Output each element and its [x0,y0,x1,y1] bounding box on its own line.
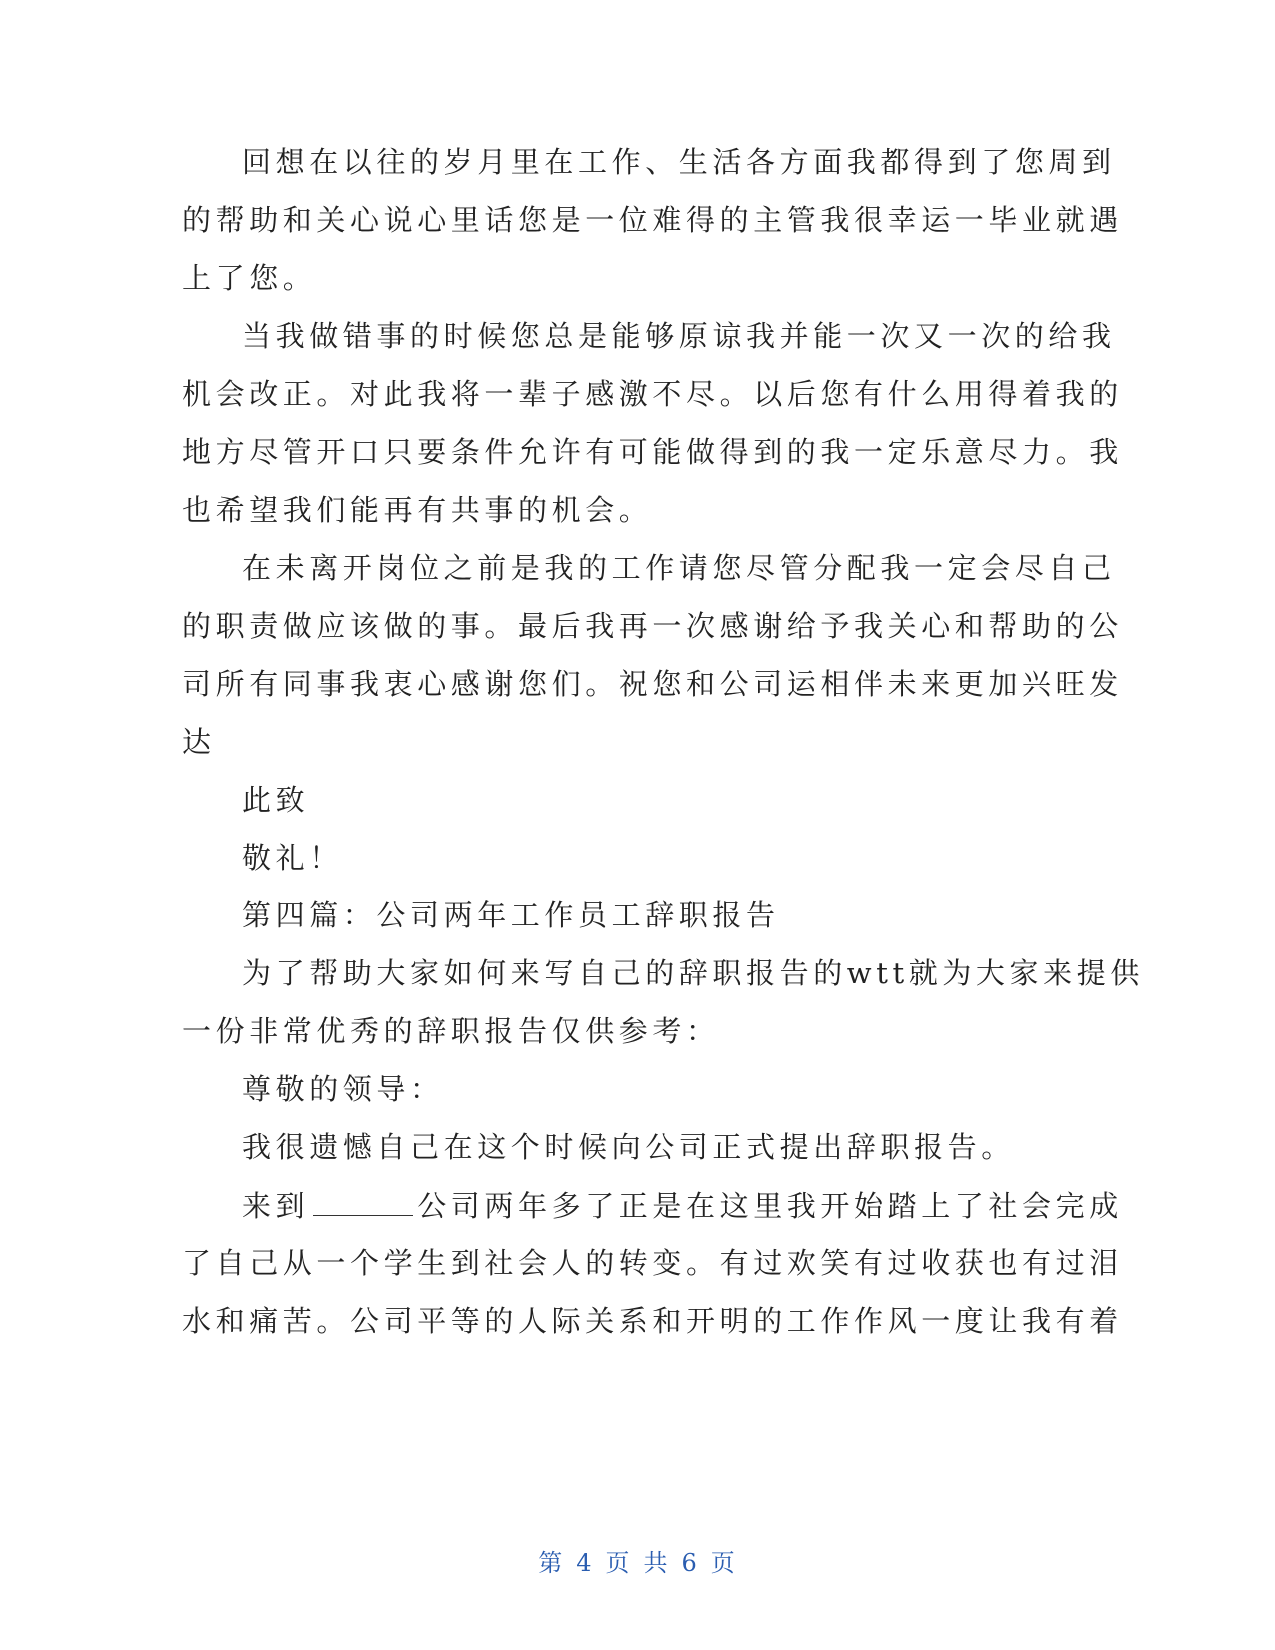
paragraph-line: 当我做错事的时候您总是能够原谅我并能一次又一次的给我 [242,319,1116,353]
section-title: 第四篇：公司两年工作员工辞职报告 [242,898,780,932]
paragraph-line: 为了帮助大家如何来写自己的辞职报告的wtt就为大家来提供 [242,956,1144,990]
closing-line: 此致 [242,783,310,817]
footer-page-number: 4 [576,1549,594,1577]
page-footer [0,1543,1275,1578]
paragraph-line: 回想在以往的岁月里在工作、生活各方面我都得到了您周到 [242,145,1116,179]
paragraph-line: 司所有同事我衷心感谢您们。祝您和公司运相伴未来更加兴旺发 [182,667,1123,701]
paragraph-line [242,1185,1123,1225]
paragraph-line: 水和痛苦。公司平等的人际关系和开明的工作作风一度让我有着 [182,1304,1123,1338]
paragraph-line: 我很遗憾自己在这个时候向公司正式提出辞职报告。 [242,1130,1015,1164]
paragraph-line: 也希望我们能再有共事的机会。 [182,493,653,527]
paragraph-line: 的职责做应该做的事。最后我再一次感谢给予我关心和帮助的公 [182,609,1123,643]
text-before-blank: 来到 [242,1189,310,1223]
footer-ye2: 页 [710,1549,737,1577]
paragraph-line: 的帮助和关心说心里话您是一位难得的主管我很幸运一毕业就遇 [182,203,1123,237]
fill-in-blank [313,1185,413,1216]
text-after-blank: 公司两年多了正是在这里我开始踏上了社会完成 [417,1189,1123,1223]
paragraph-line: 了自己从一个学生到社会人的转变。有过欢笑有过收获也有过泪 [182,1246,1123,1280]
paragraph-line: 地方尽管开口只要条件允许有可能做得到的我一定乐意尽力。我 [182,435,1123,469]
footer-di: 第 [538,1549,565,1577]
footer-total-pages: 6 [681,1549,699,1577]
salutation: 尊敬的领导： [242,1072,444,1106]
footer-ye: 页 [605,1549,632,1577]
paragraph-line: 在未离开岗位之前是我的工作请您尽管分配我一定会尽自己 [242,551,1116,585]
closing-salute: 敬礼！ [242,841,343,875]
footer-gong: 共 [643,1549,670,1577]
paragraph-line: 一份非常优秀的辞职报告仅供参考： [182,1014,720,1048]
paragraph-line: 达 [182,725,216,759]
paragraph-line: 上了您。 [182,261,317,295]
paragraph-line: 机会改正。对此我将一辈子感激不尽。以后您有什么用得着我的 [182,377,1123,411]
